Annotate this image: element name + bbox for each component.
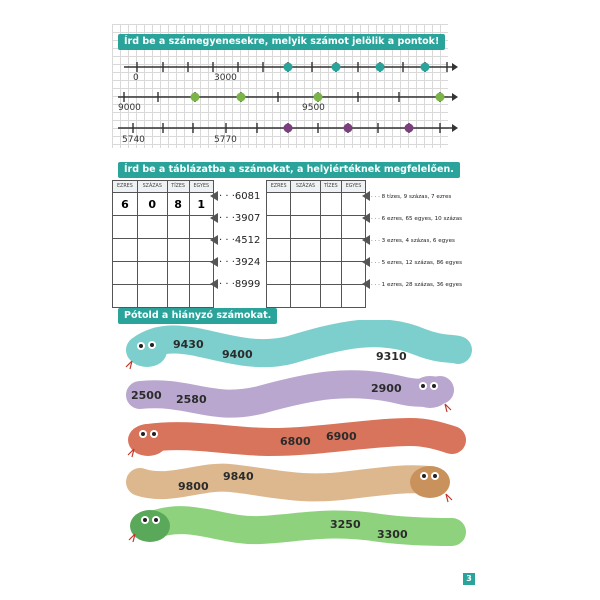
cell[interactable] bbox=[137, 239, 167, 262]
cell[interactable]: 8 bbox=[167, 193, 189, 216]
cell[interactable] bbox=[267, 262, 291, 285]
snake-number: 2580 bbox=[176, 393, 207, 406]
cell[interactable] bbox=[291, 193, 320, 216]
cell[interactable] bbox=[320, 262, 341, 285]
cell[interactable]: 1 bbox=[189, 193, 213, 216]
section1-title: Írd be a számegyenesekre, melyik számot jelölik a pontok! bbox=[118, 34, 445, 50]
snake-number: 9840 bbox=[223, 470, 254, 483]
snake-number: 9400 bbox=[222, 348, 253, 361]
cell[interactable] bbox=[137, 262, 167, 285]
cell[interactable] bbox=[137, 285, 167, 308]
cell[interactable] bbox=[267, 193, 291, 216]
right-hint: 1 ezres, 28 százas, 36 egyes bbox=[381, 282, 463, 288]
cell[interactable] bbox=[291, 216, 320, 239]
left-number: 4512 bbox=[234, 235, 261, 246]
place-value-table-right bbox=[266, 180, 366, 308]
number-line-2 bbox=[118, 92, 458, 102]
header-egyes: EGYES bbox=[342, 181, 366, 193]
line2-label-start: 9000 bbox=[118, 103, 141, 113]
snake-4 bbox=[140, 466, 452, 502]
cell[interactable] bbox=[167, 262, 189, 285]
line3-label-start: 5740 bbox=[122, 135, 145, 145]
cell[interactable] bbox=[113, 262, 138, 285]
snake-number: 2900 bbox=[371, 382, 402, 395]
point-marker bbox=[344, 124, 353, 133]
cell[interactable] bbox=[320, 193, 341, 216]
snake-number: 3300 bbox=[377, 528, 408, 541]
cell[interactable] bbox=[113, 239, 138, 262]
header-egyes: EGYES bbox=[189, 181, 213, 193]
cell[interactable] bbox=[320, 216, 341, 239]
point-marker bbox=[237, 93, 246, 102]
snake-number: 3250 bbox=[330, 518, 361, 531]
line3-label-2: 5770 bbox=[214, 135, 237, 145]
snake-number: 9430 bbox=[173, 338, 204, 351]
place-value-table-left bbox=[112, 180, 214, 308]
line2-label-2: 9500 bbox=[302, 103, 325, 113]
header-szazas: SZÁZAS bbox=[137, 181, 167, 193]
right-hint: 5 ezres, 12 százas, 86 egyes bbox=[381, 260, 463, 266]
cell[interactable] bbox=[167, 239, 189, 262]
point-marker bbox=[314, 93, 323, 102]
snakes-area bbox=[0, 320, 600, 560]
cell[interactable] bbox=[320, 285, 341, 308]
left-number: 3907 bbox=[234, 213, 261, 224]
left-number: 6081 bbox=[234, 191, 261, 202]
section3-title: Pótold a hiányzó számokat. bbox=[118, 308, 277, 324]
snake-number: 6800 bbox=[280, 435, 311, 448]
cell[interactable] bbox=[320, 239, 341, 262]
right-hint: 3 ezres, 4 százas, 6 egyes bbox=[381, 238, 455, 244]
snake-number: 2500 bbox=[131, 389, 162, 402]
header-tizes: TÍZES bbox=[320, 181, 341, 193]
cell[interactable] bbox=[291, 262, 320, 285]
cell[interactable] bbox=[291, 239, 320, 262]
snake-2 bbox=[131, 376, 451, 412]
header-szazas: SZÁZAS bbox=[291, 181, 320, 193]
point-marker bbox=[284, 124, 293, 133]
header-ezres: EZRES bbox=[267, 181, 291, 193]
point-marker bbox=[405, 124, 414, 133]
snake-5 bbox=[129, 510, 452, 542]
right-hint: 6 ezres, 65 egyes, 10 százas bbox=[381, 216, 463, 222]
point-marker bbox=[436, 93, 445, 102]
snake-number: 9310 bbox=[376, 350, 407, 363]
snake-1 bbox=[126, 333, 458, 369]
snake-3 bbox=[128, 424, 452, 457]
point-marker bbox=[284, 63, 293, 72]
point-marker bbox=[421, 63, 430, 72]
snake-number: 6900 bbox=[326, 430, 357, 443]
line1-label-2: 3000 bbox=[214, 73, 237, 83]
cell[interactable]: 6 bbox=[113, 193, 138, 216]
snake-number: 9800 bbox=[178, 480, 209, 493]
section2-title: Írd be a táblázatba a számokat, a helyiértéknek megfelelően. bbox=[118, 162, 460, 178]
left-number: 3924 bbox=[234, 257, 261, 268]
line1-label-start: 0 bbox=[133, 73, 139, 83]
cell[interactable] bbox=[137, 216, 167, 239]
number-line-1 bbox=[124, 62, 458, 72]
cell[interactable] bbox=[291, 285, 320, 308]
cell[interactable]: 0 bbox=[137, 193, 167, 216]
cell[interactable] bbox=[113, 216, 138, 239]
cell[interactable] bbox=[167, 285, 189, 308]
point-marker bbox=[376, 63, 385, 72]
cell[interactable] bbox=[167, 216, 189, 239]
cell[interactable] bbox=[267, 285, 291, 308]
point-marker bbox=[191, 93, 200, 102]
cell[interactable] bbox=[267, 239, 291, 262]
header-ezres: EZRES bbox=[113, 181, 138, 193]
number-lines bbox=[0, 0, 600, 160]
cell[interactable] bbox=[113, 285, 138, 308]
cell[interactable] bbox=[267, 216, 291, 239]
right-hint: 8 tízes, 9 százas, 7 ezres bbox=[381, 194, 452, 200]
point-marker bbox=[332, 63, 341, 72]
header-tizes: TÍZES bbox=[167, 181, 189, 193]
left-number: 8999 bbox=[234, 279, 261, 290]
number-line-3 bbox=[118, 123, 458, 133]
page-number: 3 bbox=[463, 573, 475, 585]
